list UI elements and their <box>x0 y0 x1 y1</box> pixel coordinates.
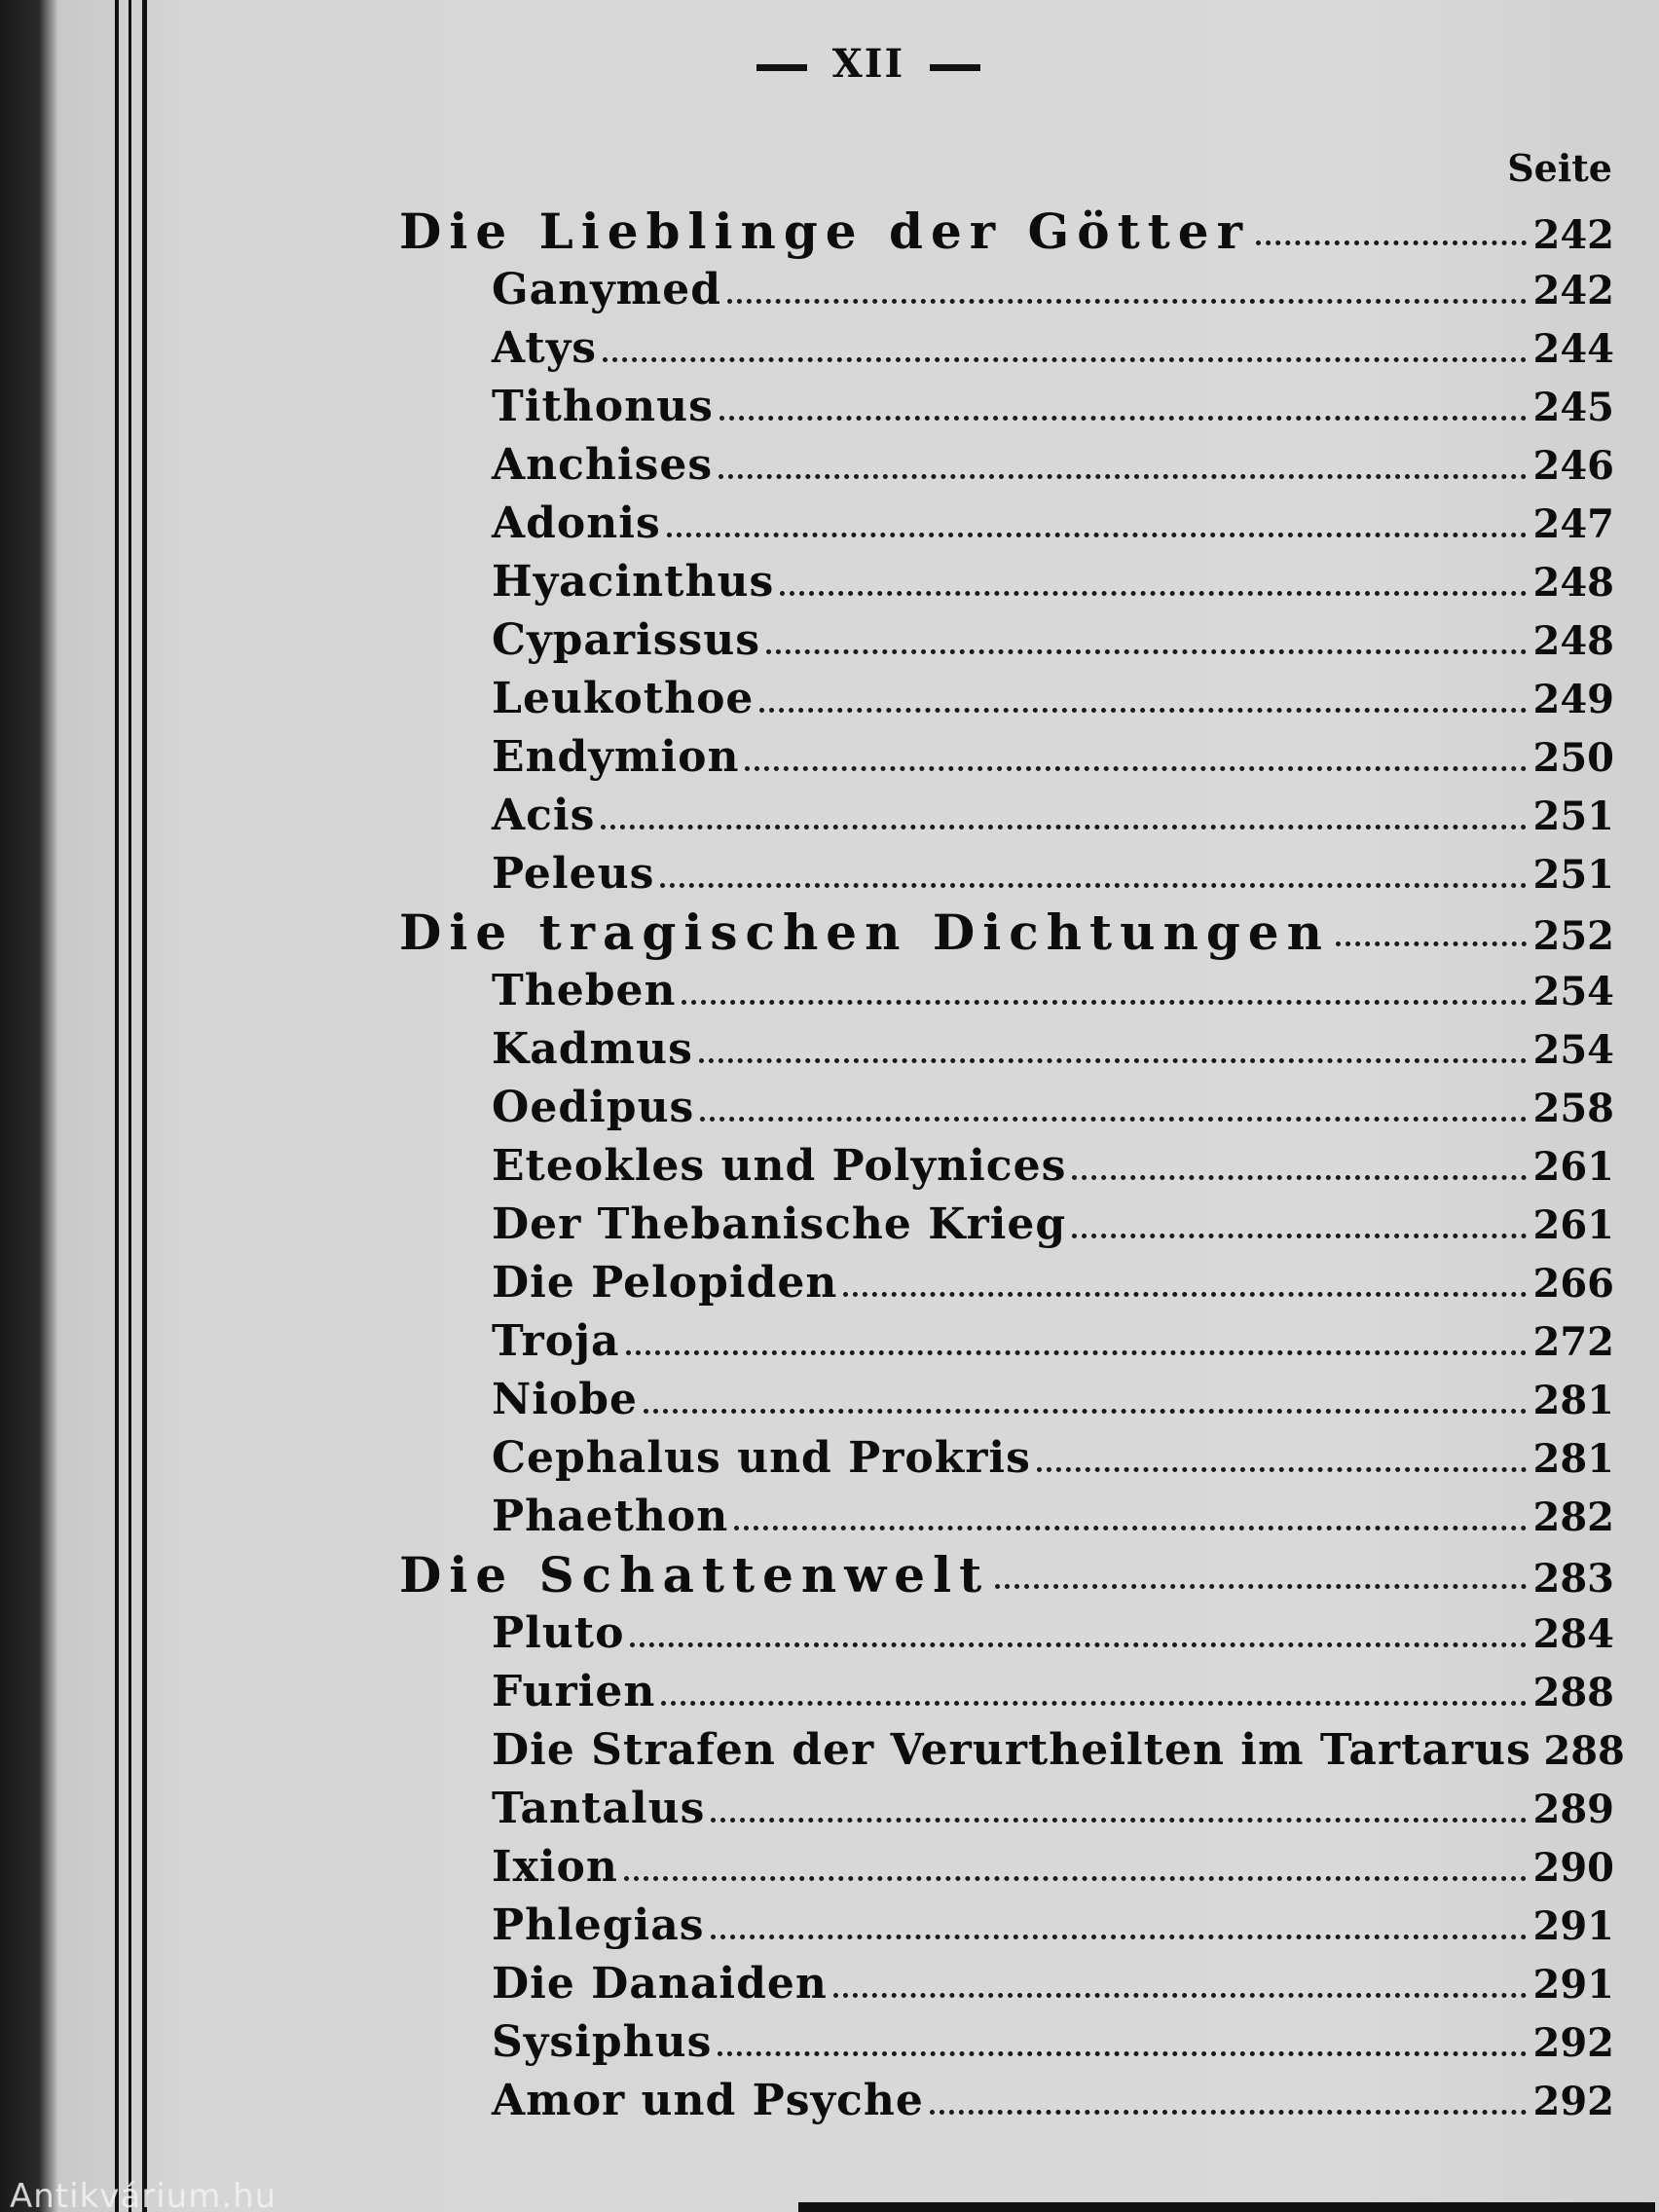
toc-page-number: 245 <box>1532 385 1614 430</box>
toc-section <box>399 1546 1614 1604</box>
toc-title: Der Thebanische Krieg <box>492 1199 1067 1249</box>
header-dash <box>756 64 807 71</box>
toc-page-number: 289 <box>1532 1787 1614 1832</box>
toc-leader-dots <box>626 1350 1528 1355</box>
toc-page-number: 292 <box>1532 2020 1614 2066</box>
toc-page-number: 258 <box>1532 1086 1614 1131</box>
toc-page-number: 291 <box>1532 1903 1614 1949</box>
toc-page-number: 242 <box>1532 268 1614 313</box>
toc-title: Acis <box>492 791 596 840</box>
page-number: XII <box>831 41 905 87</box>
toc-entry <box>399 787 1614 845</box>
toc-title: Hyacinthus <box>492 557 775 607</box>
toc-section <box>399 203 1614 261</box>
toc-leader-dots <box>1072 1175 1527 1180</box>
toc-entry <box>399 1721 1625 1780</box>
toc-title: Ganymed <box>492 265 721 314</box>
toc-leader-dots <box>711 1818 1527 1823</box>
toc-leader-dots <box>700 1117 1527 1122</box>
toc-leader-dots <box>780 591 1527 596</box>
toc-leader-dots <box>624 1876 1527 1881</box>
toc-title: Phlegias <box>492 1900 705 1950</box>
toc-title: Sysiphus <box>492 2017 713 2067</box>
toc-title: Adonis <box>492 498 661 548</box>
toc-leader-dots <box>766 649 1527 654</box>
toc-page-number: 251 <box>1532 793 1614 839</box>
toc-leader-dots <box>601 825 1527 830</box>
toc-leader-dots <box>699 1058 1527 1063</box>
toc-section <box>399 903 1614 962</box>
toc-title: Cephalus und Prokris <box>492 1433 1031 1483</box>
toc-page-number: 249 <box>1532 677 1614 722</box>
bottom-rule <box>798 2202 1655 2212</box>
toc-title: Die Strafen der Verurtheilten im Tartarus <box>492 1725 1531 1775</box>
toc-leader-dots <box>630 1642 1527 1647</box>
toc-leader-dots <box>930 2110 1527 2115</box>
toc-leader-dots <box>1072 1234 1527 1238</box>
toc-leader-dots <box>759 708 1527 713</box>
toc-page-number: 244 <box>1532 326 1614 372</box>
toc-page-number: 292 <box>1532 2079 1614 2124</box>
toc-title: Endymion <box>492 732 740 782</box>
toc-page-number: 254 <box>1532 1027 1614 1073</box>
toc-leader-dots <box>995 1584 1527 1589</box>
toc-page-number: 288 <box>1543 1728 1625 1774</box>
table-of-contents <box>399 203 1625 2130</box>
toc-page-number: 291 <box>1532 1962 1614 2008</box>
toc-entry <box>399 1780 1614 1838</box>
toc-page-number: 281 <box>1532 1378 1614 1423</box>
toc-entry <box>399 1897 1614 1955</box>
toc-title: Furien <box>492 1667 656 1716</box>
toc-leader-dots <box>718 2051 1527 2056</box>
toc-page-number: 272 <box>1532 1319 1614 1365</box>
toc-leader-dots <box>682 1000 1527 1005</box>
toc-page-number: 252 <box>1532 913 1614 959</box>
toc-page-number: 254 <box>1532 969 1614 1014</box>
toc-title: Troja <box>492 1316 620 1366</box>
toc-entry <box>399 553 1614 611</box>
toc-entry <box>399 378 1614 436</box>
toc-leader-dots <box>719 474 1527 479</box>
header-dash <box>930 64 980 71</box>
toc-page-number: 242 <box>1532 212 1614 258</box>
toc-entry <box>399 728 1614 787</box>
toc-leader-dots <box>1336 941 1527 946</box>
toc-entry <box>399 1079 1614 1137</box>
spine-rule <box>129 0 131 2212</box>
toc-title: Ixion <box>492 1842 618 1892</box>
toc-page-number: 261 <box>1532 1144 1614 1190</box>
toc-leader-dots <box>644 1409 1527 1414</box>
toc-title: Kadmus <box>492 1024 693 1074</box>
toc-leader-dots <box>660 883 1527 888</box>
toc-page-number: 284 <box>1532 1611 1614 1657</box>
toc-title: Eteokles und Polynices <box>492 1141 1067 1191</box>
toc-page-number: 290 <box>1532 1845 1614 1891</box>
toc-title: Theben <box>492 966 677 1015</box>
toc-title: Tithonus <box>492 382 714 431</box>
toc-entry <box>399 962 1614 1020</box>
page-header <box>0 41 1659 87</box>
toc-entry <box>399 319 1614 378</box>
page-column-label: Seite <box>1507 146 1612 190</box>
toc-entry <box>399 1020 1614 1079</box>
toc-entry <box>399 670 1614 728</box>
toc-page-number: 288 <box>1532 1670 1614 1715</box>
toc-leader-dots <box>745 766 1527 771</box>
toc-page-number: 248 <box>1532 618 1614 664</box>
toc-title: Die Danaiden <box>492 1959 828 2009</box>
toc-entry <box>399 1137 1614 1196</box>
toc-page-number: 247 <box>1532 501 1614 547</box>
toc-page-number: 283 <box>1532 1556 1614 1602</box>
toc-title: Niobe <box>492 1375 639 1424</box>
toc-page-number: 282 <box>1532 1494 1614 1540</box>
toc-entry <box>399 1196 1614 1254</box>
toc-title: Pluto <box>492 1608 625 1658</box>
toc-page-number: 266 <box>1532 1261 1614 1307</box>
toc-title: Peleus <box>492 849 655 899</box>
toc-entry <box>399 2013 1614 2072</box>
toc-entry <box>399 1604 1614 1663</box>
toc-entry <box>399 1312 1614 1371</box>
toc-title: Leukothoe <box>492 674 755 723</box>
toc-entry <box>399 495 1614 553</box>
toc-title: Amor und Psyche <box>492 2076 924 2125</box>
toc-title: Phaethon <box>492 1492 729 1541</box>
spine-rule <box>115 0 119 2212</box>
toc-title: Die Pelopiden <box>492 1258 838 1308</box>
toc-title: Tantalus <box>492 1784 706 1833</box>
toc-leader-dots <box>603 357 1527 362</box>
toc-page-number: 251 <box>1532 852 1614 898</box>
toc-leader-dots <box>1037 1467 1527 1472</box>
toc-leader-dots <box>711 1935 1527 1939</box>
toc-entry <box>399 261 1614 319</box>
spine-rule <box>142 0 147 2212</box>
toc-entry <box>399 611 1614 670</box>
toc-leader-dots <box>661 1701 1527 1706</box>
toc-entry <box>399 436 1614 495</box>
toc-title: Atys <box>492 323 598 373</box>
toc-entry <box>399 2072 1614 2130</box>
watermark: Antikvárium.hu <box>10 2177 277 2212</box>
toc-title: Anchises <box>492 440 714 490</box>
toc-leader-dots <box>667 533 1527 537</box>
toc-leader-dots <box>1256 240 1527 245</box>
toc-leader-dots <box>843 1292 1527 1297</box>
toc-page-number: 250 <box>1532 735 1614 781</box>
toc-page-number: 246 <box>1532 443 1614 489</box>
toc-title: Die tragischen Dichtungen <box>399 903 1330 961</box>
toc-entry <box>399 845 1614 903</box>
toc-entry <box>399 1663 1614 1721</box>
toc-page-number: 281 <box>1532 1436 1614 1482</box>
toc-leader-dots <box>833 1993 1527 1998</box>
toc-title: Die Lieblinge der Götter <box>399 203 1250 260</box>
toc-leader-dots <box>734 1526 1527 1530</box>
toc-leader-dots <box>719 416 1527 421</box>
toc-leader-dots <box>727 299 1527 304</box>
toc-entry <box>399 1254 1614 1312</box>
toc-entry <box>399 1371 1614 1429</box>
toc-entry <box>399 1955 1614 2013</box>
toc-title: Cyparissus <box>492 615 761 665</box>
toc-page-number: 248 <box>1532 560 1614 606</box>
toc-title: Die Schattenwelt <box>399 1546 990 1604</box>
toc-entry <box>399 1429 1614 1488</box>
toc-entry <box>399 1838 1614 1897</box>
toc-page-number: 261 <box>1532 1202 1614 1248</box>
toc-entry <box>399 1488 1614 1546</box>
toc-title: Oedipus <box>492 1083 695 1132</box>
